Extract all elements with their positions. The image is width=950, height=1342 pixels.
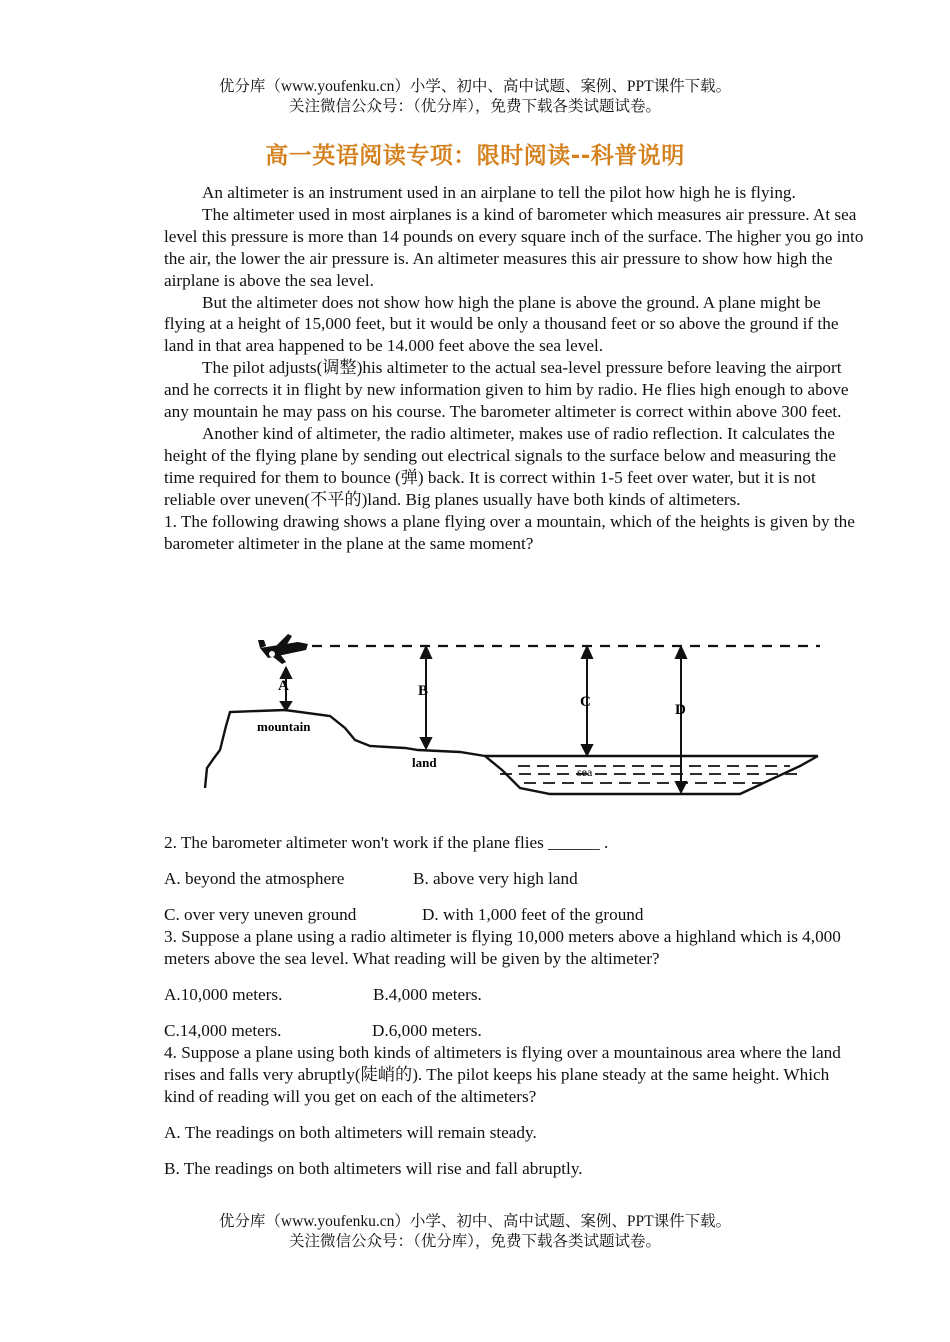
- q2-option-b: B. above very high land: [413, 869, 578, 888]
- header-line-2: 关注微信公众号：（优分库），免费下载各类试题试卷。: [288, 98, 661, 115]
- q3-option-d: D.6,000 meters.: [372, 1021, 482, 1040]
- height-arrow-d: [676, 647, 686, 792]
- plane-icon: [258, 634, 308, 664]
- question-2-options-row-1: [164, 868, 578, 890]
- q4-option-b: B. The readings on both altimeters will rise and fall abruptly.: [164, 1159, 583, 1178]
- label-sea: sea: [577, 765, 593, 779]
- page-footer: [0, 1212, 950, 1252]
- sea-basin: [485, 756, 818, 794]
- header-line-1: 优分库（www.youfenku.cn）小学、初中、高中试题、案例、PPT课件下载。: [218, 78, 732, 95]
- question-1: 1. The following drawing shows a plane flying over a mountain, which of the heights is given by the barometer altimeter in the plane at the same moment?: [164, 511, 855, 553]
- q4-option-a: A. The readings on both altimeters will remain steady.: [164, 1123, 537, 1142]
- question-3-options-row-2: [164, 1020, 482, 1042]
- q3-option-b: B.4,000 meters.: [373, 985, 482, 1004]
- passage: [164, 182, 864, 554]
- page-title: 高一英语阅读专项：限时阅读--科普说明: [265, 143, 685, 169]
- footer-line-1: 优分库（www.youfenku.cn）小学、初中、高中试题、案例、PPT课件下载。: [218, 1213, 732, 1230]
- question-2-stem: 2. The barometer altimeter won't work if the plane flies ______ .: [164, 833, 609, 852]
- q2-option-a: A. beyond the atmosphere: [164, 869, 345, 888]
- q3-option-a: A.10,000 meters.: [164, 985, 283, 1004]
- sea-waves: [500, 766, 800, 783]
- q3-option-c: C.14,000 meters.: [164, 1021, 282, 1040]
- paragraph-1: An altimeter is an instrument used in an airplane to tell the pilot how high he is flying.: [202, 183, 796, 202]
- label-a: A: [278, 678, 289, 694]
- page-header: [0, 77, 950, 117]
- question-3-stem: 3. Suppose a plane using a radio altimeter is flying 10,000 meters above a highland which is 4,000 meters above the sea level. What reading will be given by the altimeter?: [164, 927, 841, 968]
- question-2-options-row-2: [164, 904, 643, 926]
- paragraph-5: Another kind of altimeter, the radio altimeter, makes use of radio reflection. It calculates the height of the flying plane by sending out electrical signals to the surface below and measuring the time required for them to bounce (弹) back. It is correct within 1-5 feet over water, but it is not reliable over uneven(不平的)land. Big planes usually have both kinds of altimeters.: [164, 423, 837, 509]
- altimeter-diagram: [200, 628, 825, 800]
- footer-line-2: 关注微信公众号：（优分库），免费下载各类试题试卷。: [288, 1233, 661, 1250]
- q2-option-c: C. over very uneven ground: [164, 905, 357, 924]
- label-land: land: [412, 755, 437, 770]
- terrain-outline: [205, 710, 485, 788]
- paragraph-3: But the altimeter does not show how high the plane is above the ground. A plane might be flying at a height of 15,000 feet, but it would be only a thousand feet or so above the ground if the land in that area happened to be 14.000 feet above the sea level.: [164, 292, 839, 356]
- paragraph-4: The pilot adjusts(调整)his altimeter to the actual sea-level pressure before leaving the airport and he corrects it in flight by new information given to him by radio. He flies high enough to above any mountain he may pass on his course. The barometer altimeter is correct within above 300 feet.: [164, 358, 849, 422]
- paragraph-2: The altimeter used in most airplanes is a kind of barometer which measures air pressure. At sea level this pressure is more than 14 pounds on every square inch of the surface. The higher you go into the air, the lower the air pressure is. An altimeter measures this air pressure to show how high the airplane is above the sea level.: [164, 204, 864, 290]
- label-c: C: [580, 694, 591, 710]
- q2-option-d: D. with 1,000 feet of the ground: [422, 905, 644, 924]
- label-mountain: mountain: [257, 719, 311, 734]
- question-4-stem: 4. Suppose a plane using both kinds of altimeters is flying over a mountainous area where the land rises and falls very abruptly(陡峭的). The pilot keeps his plane steady at the same height. Which kind of reading will you get on each of the altimeters?: [164, 1043, 841, 1106]
- label-b: B: [418, 683, 429, 699]
- question-3-options-row-1: [164, 984, 482, 1006]
- label-d: D: [675, 702, 686, 718]
